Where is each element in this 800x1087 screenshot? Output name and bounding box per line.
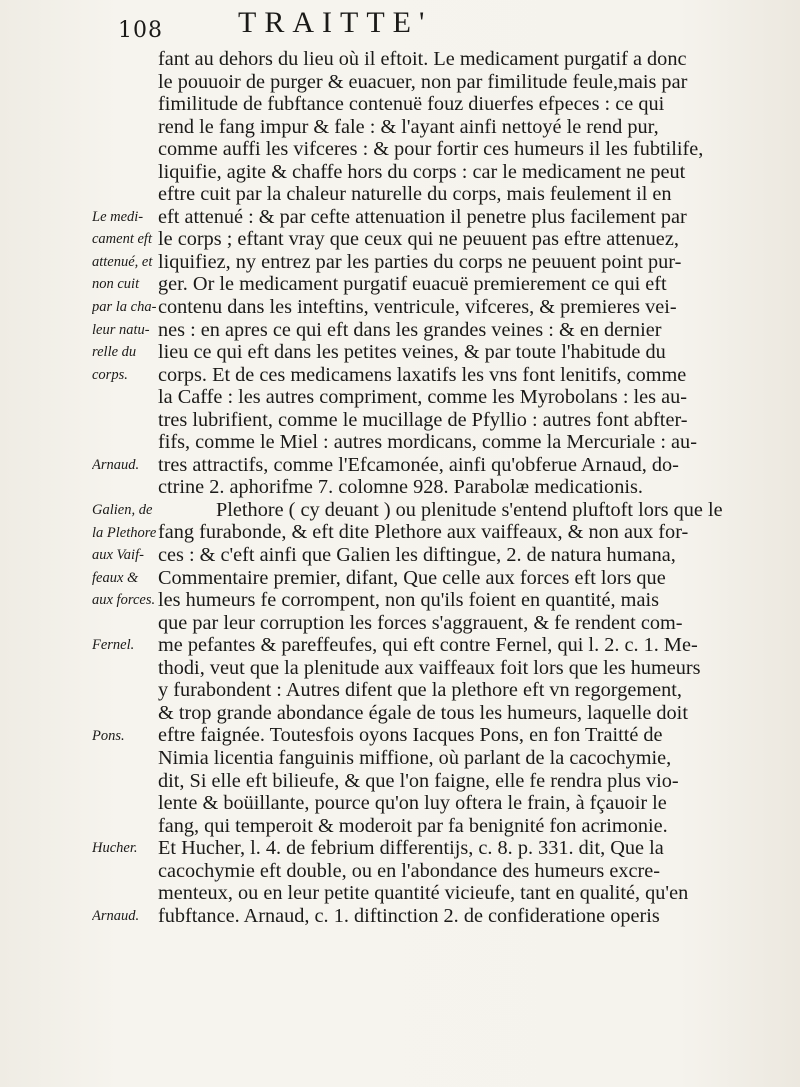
- text-line: que par leur corruption les forces s'aggrauent, & fe rendent com-: [158, 611, 683, 634]
- margin-note-line: par la cha-: [92, 299, 156, 316]
- text-line: fifs, comme le Miel : autres mordicans, comme la Mercuriale : au-: [158, 431, 697, 454]
- text-line: cacochymie eft double, ou en l'abondance des humeurs excre-: [158, 859, 661, 882]
- margin-note-line: Pons.: [92, 727, 125, 744]
- text-line: tres lubrifient, comme le mucillage de Pfyllio : autres font abfter-: [158, 408, 688, 431]
- margin-note: [92, 725, 156, 748]
- margin-note-line: aux forces.: [92, 592, 156, 609]
- margin-note-line: Fernel.: [92, 637, 135, 654]
- text-line: Commentaire premier, difant, Que celle aux forces eft lors que: [158, 566, 666, 589]
- text-line: fubftance. Arnaud, c. 1. diftinction 2. de confideratione operis: [158, 904, 660, 927]
- margin-note: [92, 454, 156, 477]
- text-line: fang furabonde, & eft dite Plethore aux vaiffeaux, & non aux for-: [158, 521, 689, 544]
- text-line: ger. Or le medicament purgatif euacuë premierement ce qui eft: [158, 273, 667, 296]
- margin-note-line: aux Vaif-: [92, 547, 144, 564]
- margin-note-line: leur natu-: [92, 321, 150, 338]
- text-line: eft attenué : & par cefte attenuation il penetre plus facilement par: [158, 205, 687, 228]
- text-line: fant au dehors du lieu où il eftoit. Le medicament purgatif a donc: [158, 48, 687, 70]
- text-line: Et Hucher, l. 4. de febrium differentijs, c. 8. p. 331. dit, Que la: [158, 837, 664, 860]
- text-line: menteux, ou en leur petite quantité vicieufe, tant en qualité, qu'en: [158, 882, 689, 905]
- text-line: lente & boüillante, pource qu'on luy oftera le frain, à fçauoir le: [158, 792, 667, 815]
- margin-note-line: Galien, de: [92, 502, 153, 518]
- text-line: nes : en apres ce qui eft dans les grandes veines : & en dernier: [158, 318, 662, 341]
- margin-note-line: feaux &: [92, 569, 139, 586]
- margin-note-line: Le medi-: [92, 208, 144, 225]
- margin-note-line: non cuit: [92, 276, 140, 293]
- margin-note-line: corps.: [92, 366, 128, 383]
- margin-note-line: relle du: [92, 344, 137, 361]
- text-line: & trop grande abondance égale de tous les humeurs, laquelle doit: [158, 701, 688, 724]
- page-number: 108: [118, 18, 163, 43]
- text-line: eftre faignée. Toutesfois oyons Iacques Pons, en fon Traitté de: [158, 724, 663, 747]
- text-line: fimilitude de fubftance contenuë fouz diuerfes efpeces : ce qui: [158, 93, 665, 116]
- text-line: eftre cuit par la chaleur naturelle du corps, mais feulement il en: [158, 183, 672, 206]
- text-line: y furabondent : Autres difent que la plethore eft vn regorgement,: [158, 679, 682, 702]
- text-line: Plethore ( cy deuant ) ou plenitude s'entend pluftoft lors que le: [216, 498, 723, 521]
- margin-note-line: Hucher.: [92, 840, 138, 857]
- text-line: Nimia licentia fanguinis miffione, où parlant de la cacochymie,: [158, 746, 672, 769]
- text-line: comme auffi les vifceres : & pour fortir ces humeurs il les fubtilife,: [158, 138, 704, 161]
- margin-note: [92, 837, 156, 860]
- margin-note-line: cament eft: [92, 231, 152, 248]
- body-text: [158, 48, 798, 927]
- text-line: les humeurs fe corrompent, non qu'ils foient en quantité, mais: [158, 589, 659, 612]
- margin-note: [92, 499, 156, 612]
- margin-note-line: la Plethore: [92, 524, 156, 541]
- margin-note-line: Arnaud.: [92, 907, 140, 924]
- text-line: fang, qui temperoit & moderoit par fa benignité fon acrimonie.: [158, 814, 668, 837]
- text-line: lieu ce qui eft dans les petites veines, & par toute l'habitude du: [158, 341, 666, 364]
- text-line: corps. Et de ces medicamens laxatifs les vns font lenitifs, comme: [158, 363, 687, 386]
- margin-note: [92, 206, 156, 386]
- text-line: le pouuoir de purger & euacuer, non par fimilitude feule,mais par: [158, 70, 688, 93]
- text-line: ctrine 2. aphorifme 7. colomne 928. Parabolæ medicationis.: [158, 476, 643, 499]
- text-line: ces : & c'eft ainfi que Galien les diftingue, 2. de natura humana,: [158, 544, 676, 567]
- text-line: le corps ; eftant vray que ceux qui ne peuuent pas eftre attenuez,: [158, 228, 679, 251]
- text-line: thodi, veut que la plenitude aux vaiffeaux foit lors que les humeurs: [158, 656, 701, 679]
- running-head: TRAITTE': [238, 6, 433, 39]
- text-line: tres attractifs, comme l'Efcamonée, ainfi qu'obferue Arnaud, do-: [158, 453, 679, 476]
- text-line: la Caffe : les autres compriment, comme les Myrobolans : les au-: [158, 386, 688, 409]
- margin-note-line: Arnaud.: [92, 456, 140, 473]
- margin-note: [92, 905, 156, 928]
- margin-note: [92, 634, 156, 657]
- text-line: rend le fang impur & fale : & l'ayant ainfi nettoyé le rend pur,: [158, 115, 659, 138]
- text-line: liquifiez, ny entrez par les parties du corps ne peuuent point pur-: [158, 250, 682, 273]
- margin-note-line: attenué, et: [92, 253, 153, 270]
- text-line: dit, Si elle eft bilieufe, & que l'on faigne, elle fe rendra plus vio-: [158, 769, 679, 792]
- text-line: contenu dans les inteftins, ventricule, vifceres, & premieres vei-: [158, 296, 677, 319]
- text-line: liquifie, agite & chaffe hors du corps : car le medicament ne peut: [158, 160, 686, 183]
- text-line: me pefantes & pareffeufes, qui eft contre Fernel, qui l. 2. c. 1. Me-: [158, 634, 698, 657]
